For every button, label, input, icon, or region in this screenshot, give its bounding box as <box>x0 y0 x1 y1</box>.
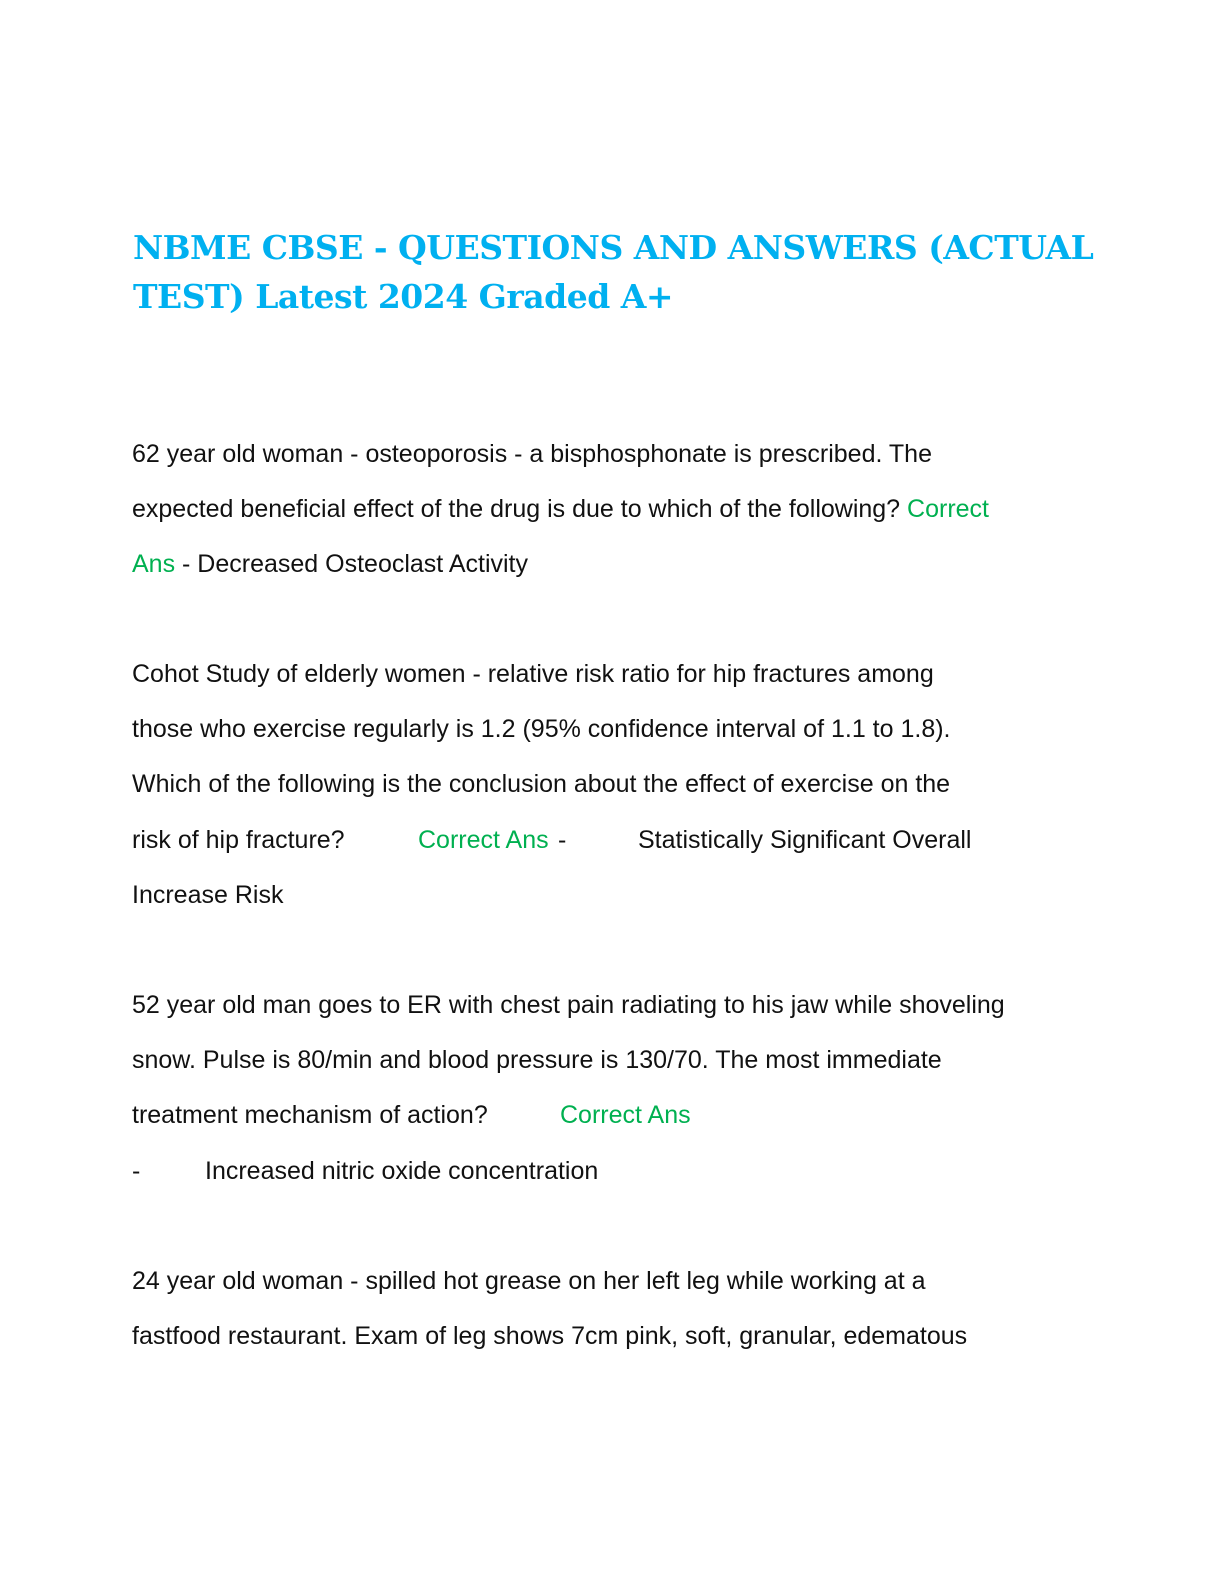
answer-line <box>132 1157 599 1186</box>
question-text-segment: risk of hip fracture? <box>132 826 345 854</box>
answer-text: Increased nitric oxide concentration <box>205 1157 599 1185</box>
question-text-segment: expected beneficial effect of the drug is due to which of the following? <box>132 495 908 523</box>
answer-dash: - <box>132 1157 141 1185</box>
answer-line <box>132 826 972 855</box>
correct-answer-label: Correct <box>907 495 990 523</box>
question-text: 62 year old woman - osteoporosis - a bisphosphonate is prescribed. The <box>132 440 932 468</box>
question-text: Cohot Study of elderly women - relative risk ratio for hip fractures among <box>132 660 934 688</box>
correct-answer-label: Correct Ans <box>418 826 549 854</box>
question-text <box>132 495 989 524</box>
question-text <box>132 1101 691 1130</box>
answer-dash: - <box>558 826 567 854</box>
question-text: those who exercise regularly is 1.2 (95% confidence interval of 1.1 to 1.8). <box>132 715 951 743</box>
correct-answer-label: Correct Ans <box>560 1101 691 1129</box>
question-text-segment: treatment mechanism of action? <box>132 1101 488 1129</box>
answer-text: Statistically Significant Overall <box>638 826 972 854</box>
document-title-line-1: NBME CBSE - QUESTIONS AND ANSWERS (ACTUAL <box>133 228 1094 267</box>
answer-text: - Decreased Osteoclast Activity <box>175 550 528 578</box>
question-text: Which of the following is the conclusion about the effect of exercise on the <box>132 770 951 798</box>
document-title-line-2: TEST) Latest 2024 Graded A+ <box>133 277 674 316</box>
answer-line <box>132 550 528 579</box>
question-text: 24 year old woman - spilled hot grease on her left leg while working at a <box>132 1267 926 1295</box>
correct-answer-label: Ans <box>132 550 176 578</box>
question-text: 52 year old man goes to ER with chest pain radiating to his jaw while shoveling <box>132 991 1005 1019</box>
question-text: fastfood restaurant. Exam of leg shows 7cm pink, soft, granular, edematous <box>132 1322 968 1350</box>
answer-text: Increase Risk <box>132 881 284 909</box>
question-text: snow. Pulse is 80/min and blood pressure is 130/70. The most immediate <box>132 1046 942 1074</box>
